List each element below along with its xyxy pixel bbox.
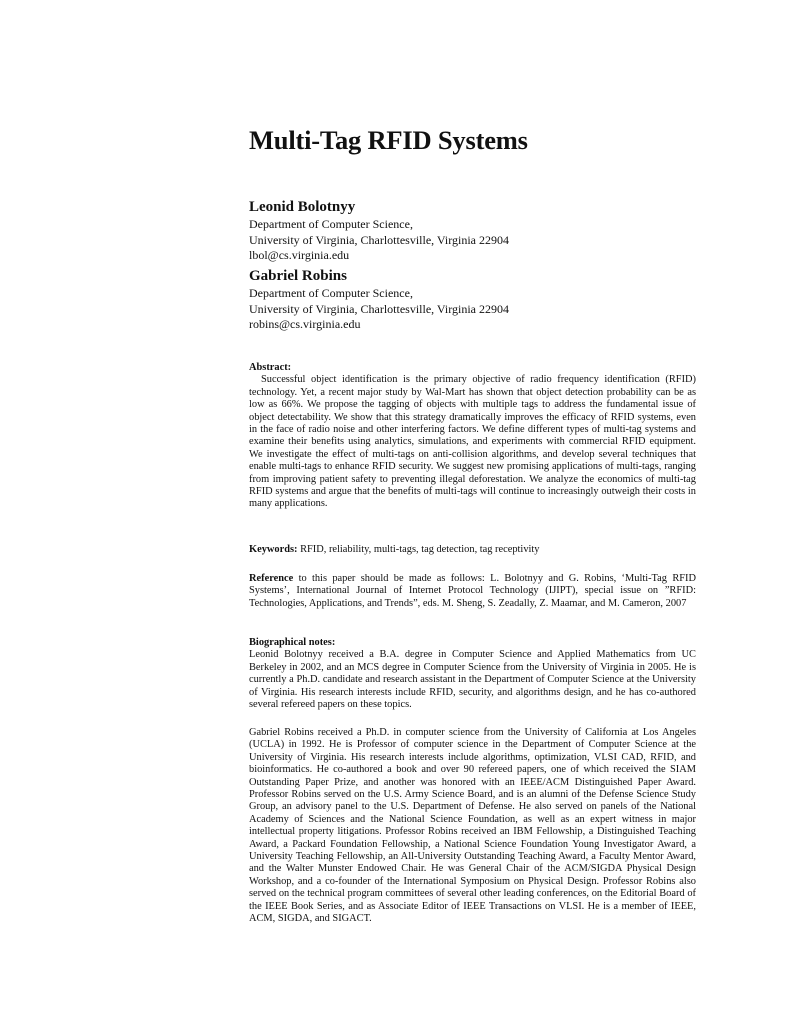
keywords-label: Keywords: bbox=[249, 544, 298, 555]
author-name: Gabriel Robins bbox=[249, 268, 347, 284]
author-block-2 bbox=[249, 268, 696, 333]
author-university: University of Virginia, Charlottesville, Virginia 22904 bbox=[249, 232, 509, 247]
paper-title: Multi-Tag RFID Systems bbox=[249, 125, 528, 155]
author-department: Department of Computer Science, bbox=[249, 286, 413, 300]
author-name: Leonid Bolotnyy bbox=[249, 199, 356, 215]
bio-robins: Gabriel Robins received a Ph.D. in computer science from the University of California at Los Angeles (UCLA) in 1992. He is Professor of computer science in the Department of Computer Science at the University of Virginia. His research interests include algorithms, optimization, VLSI CAD, RFID, and bioinformatics. He co-authored a book and over 90 refereed papers, one of which received the SIAM Outstanding Paper Prize, and another was honored with an IEEE/ACM Distinguished Paper Award. Professor Robins served on the U.S. Army Science Board, and is an alumni of the Defense Science Study Group, an advisory panel to the U.S. Department of Defense. He also served on panels of the National Academy of Sciences and the National Science Foundation, as well as an expert witness in major intellectual property litigations. Professor Robins received an IBM Fellowship, a Distinguished Teaching Award, a Packard Foundation Fellowship, a National Science Foundation Young Investigator Award, a University Teaching Fellowship, an All-University Outstanding Teaching Award, a Faculty Mentor Award, and the Walter Munster Endowed Chair. He was General Chair of the ACM/SIGDA Physical Design Workshop, and a co-founder of the International Symposium on Physical Design. Professor Robins also served on the technical program committees of several other leading conferences, on the Editorial Board of the IEEE Book Series, and as Associate Editor of IEEE Transactions on VLSI. He is a member of IEEE, ACM, SIGDA, and SIGACT. bbox=[249, 727, 696, 925]
reference-section bbox=[249, 573, 696, 610]
reference-text: to this paper should be made as follows: L. Bolotnyy and G. Robins, ‘Multi-Tag RFID Systems’, International Journal of Internet Protocol Technology (IJIPT), special issue on ”RFID: Technologies, Applications, and Trends”, eds. M. Sheng, S. Zeadally, Z. Maamar, and M. Cameron, 2007 bbox=[249, 573, 696, 609]
reference-label: Reference bbox=[249, 573, 294, 584]
bio-heading: Biographical notes: bbox=[249, 637, 336, 648]
author-department: Department of Computer Science, bbox=[249, 217, 413, 231]
author-email: robins@cs.virginia.edu bbox=[249, 317, 361, 331]
bio-bolotnyy: Leonid Bolotnyy received a B.A. degree in Computer Science and Applied Mathematics from UC Berkeley in 2002, and an MCS degree in Computer Science from the University of Virginia in 2005. He is currently a Ph.D. candidate and research assistant in the Department of Computer Science at the University of Virginia. His research interests include RFID, security, and algorithms design, and he has co-authored several refereed papers on these topics. bbox=[249, 649, 696, 711]
abstract-text: Successful object identification is the primary objective of radio frequency identification (RFID) technology. Yet, a recent major study by Wal-Mart has shown that object detection probability can be as low as 66%. We propose the tagging of objects with multiple tags to address the fundamental issue of object detectability. We show that this strategy dramatically improves the efficacy of RFID systems, even in the face of radio noise and other interfering factors. We define different types of multi-tag systems and examine their benefits using analytics, simulations, and experiments with commercial RFID equipment. We investigate the effect of multi-tags on anti-collision algorithms, and develop several techniques that enable multi-tags to enhance RFID security. We suggest new promising applications of multi-tags, ranging from improving patient safety to preventing illegal deforestation. We analyze the economics of multi-tag RFID systems and argue that the benefits of multi-tags will continue to increasingly outweigh their costs in many applications. bbox=[249, 374, 696, 510]
author-block-1 bbox=[249, 199, 696, 264]
abstract-heading: Abstract: bbox=[249, 362, 292, 373]
keywords-section bbox=[249, 544, 696, 556]
author-university: University of Virginia, Charlottesville, Virginia 22904 bbox=[249, 301, 509, 316]
bio-section bbox=[249, 637, 696, 711]
bio-robins-section bbox=[249, 727, 696, 926]
keywords-text: RFID, reliability, multi-tags, tag detection, tag receptivity bbox=[297, 544, 540, 555]
abstract-section bbox=[249, 362, 696, 511]
author-email: lbol@cs.virginia.edu bbox=[249, 248, 350, 262]
